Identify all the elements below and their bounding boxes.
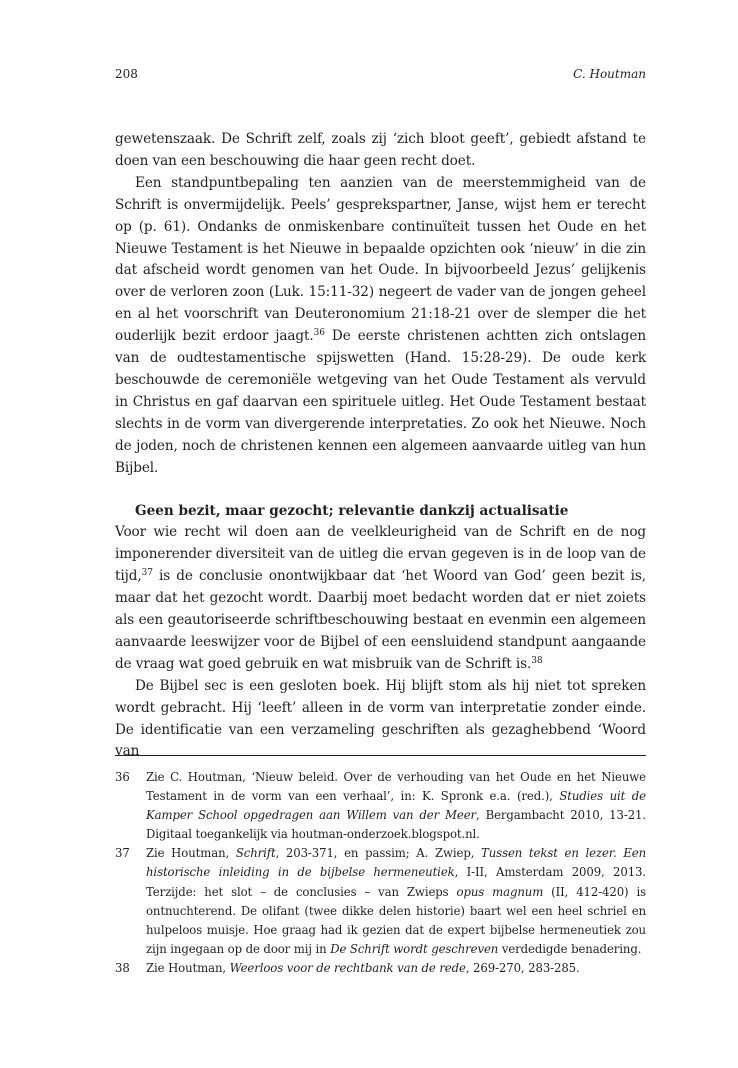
footnote-number: 38 xyxy=(115,960,130,975)
footnote-37: 37 Zie Houtman, Schrift, 203-371, en passim; A. Zwiep, Tussen tekst en lezer. Een historische inleiding in de bijbelse hermeneutiek, I-II, Amsterdam 2009, 2013. Terzijde: het slot – de conclusies – van Zwieps opus magnum (II, 412-420) is ontnuchterend. De olifant (twee dikke delen historie) baart wel een heel schriel en hulpeloos muisje. Hoe graag had ik gezien dat de expert bijbelse hermeneutiek zou zijn ingegaan op de door mij in De Schrift wordt geschreven verdedigde benadering. xyxy=(115,846,647,956)
footnotes xyxy=(115,768,646,978)
paragraph: gewetenszaak. De Schrift zelf, zoals zij ‘zich bloot geeft’, gebiedt afstand te doen van een beschouwing die haar geen recht doet. xyxy=(115,131,646,169)
body-text xyxy=(115,129,646,763)
footnote-36: 36 Zie C. Houtman, ‘Nieuw beleid. Over de verhouding van het Oude en het Nieuwe Testament in de vorm van een verhaal’, in: K. Spronk e.a. (red.), Studies uit de Kamper School opgedragen aan Willem van der Meer, Bergambacht 2010, 13-21. Digitaal toegankelijk via houtman-onderzoek.blogspot.nl. xyxy=(115,770,646,842)
footnote-separator xyxy=(115,755,646,756)
paragraph: De Bijbel sec is een gesloten boek. Hij blijft stom als hij niet tot spreken wordt gebracht. Hij ‘leeft’ alleen in de vorm van interpretatie zonder einde. De identificatie van een verzameling geschriften als gezaghebbend ‘Woord van xyxy=(115,677,646,760)
page-number: 208 xyxy=(115,67,138,81)
footnote-number: 36 xyxy=(115,770,130,784)
footnote-number: 37 xyxy=(115,846,130,861)
paragraph: Voor wie recht wil doen aan de veelkleurigheid van de Schrift en de nog imponerender diversiteit van de uitleg die ervan gegeven is in de loop van de tijd,$^{37}$ is de conclusie onontwijkbaar dat ‘het Woord van God’ geen bezit is, maar dat het gezocht wordt. Daarbij moet bedacht worden dat er niet zoiets als een geautoriseerde schriftbeschouwing bestaat en evenmin een algemeen aanvaarde leeswijzer voor de Bijbel of een eensluidend standpunt aangaande de vraag wat goed gebruik en wat misbruik van de Schrift is.$^{38}$ xyxy=(115,524,646,672)
footnote-ref-36[interactable]: 36 xyxy=(313,328,325,339)
paragraph: Een standpuntbepaling ten aanzien van de meerstemmigheid van de Schrift is onvermijdelijk. Peels’ gesprekspartner, Janse, wijst hem er terecht op (p. 61). Ondanks de onmiskenbare continuïteit tussen het Oude en het Nieuwe Testament is het Nieuwe in bepaalde opzichten ook ‘nieuw’ in die zin dat afscheid wordt genomen van het Oude. In bijvoorbeeld Jezus’ gelijkenis over de verloren zoon (Luk. 15:11-32) negeert de vader van de jongen geheel en al het voorschrift van Deuteronomium 21:18-21 over de slemper die het ouderlijk bezit erdoor jaagt.$^{36}$ De eerste christenen achtten zich ontslagen van de oudtestamentische spijswetten (Hand. 15:28-29). De oude kerk beschouwde de ceremoniële wetgeving van het Oude Testament als vervuld in Christus en gaf daarvan een spirituele uitleg. Het Oude Testament bestaat slechts in de vorm van divergerende interpretaties. Zo ook het Nieuwe. Noch de joden, noch de christenen kennen een algemeen aanvaarde uitleg van hun Bijbel. xyxy=(115,174,647,476)
footnote-38: 38 Zie Houtman, Weerloos voor de rechtbank van de rede, 269-270, 283-285. xyxy=(115,959,646,978)
section-heading: Geen bezit, maar gezocht; relevantie dankzij actualisatie xyxy=(135,502,569,519)
footnote-ref-38[interactable]: 38 xyxy=(531,655,543,666)
running-head xyxy=(115,66,646,82)
footnote-ref-37[interactable]: 37 xyxy=(141,568,153,579)
running-head-author: C. Houtman xyxy=(573,67,646,81)
